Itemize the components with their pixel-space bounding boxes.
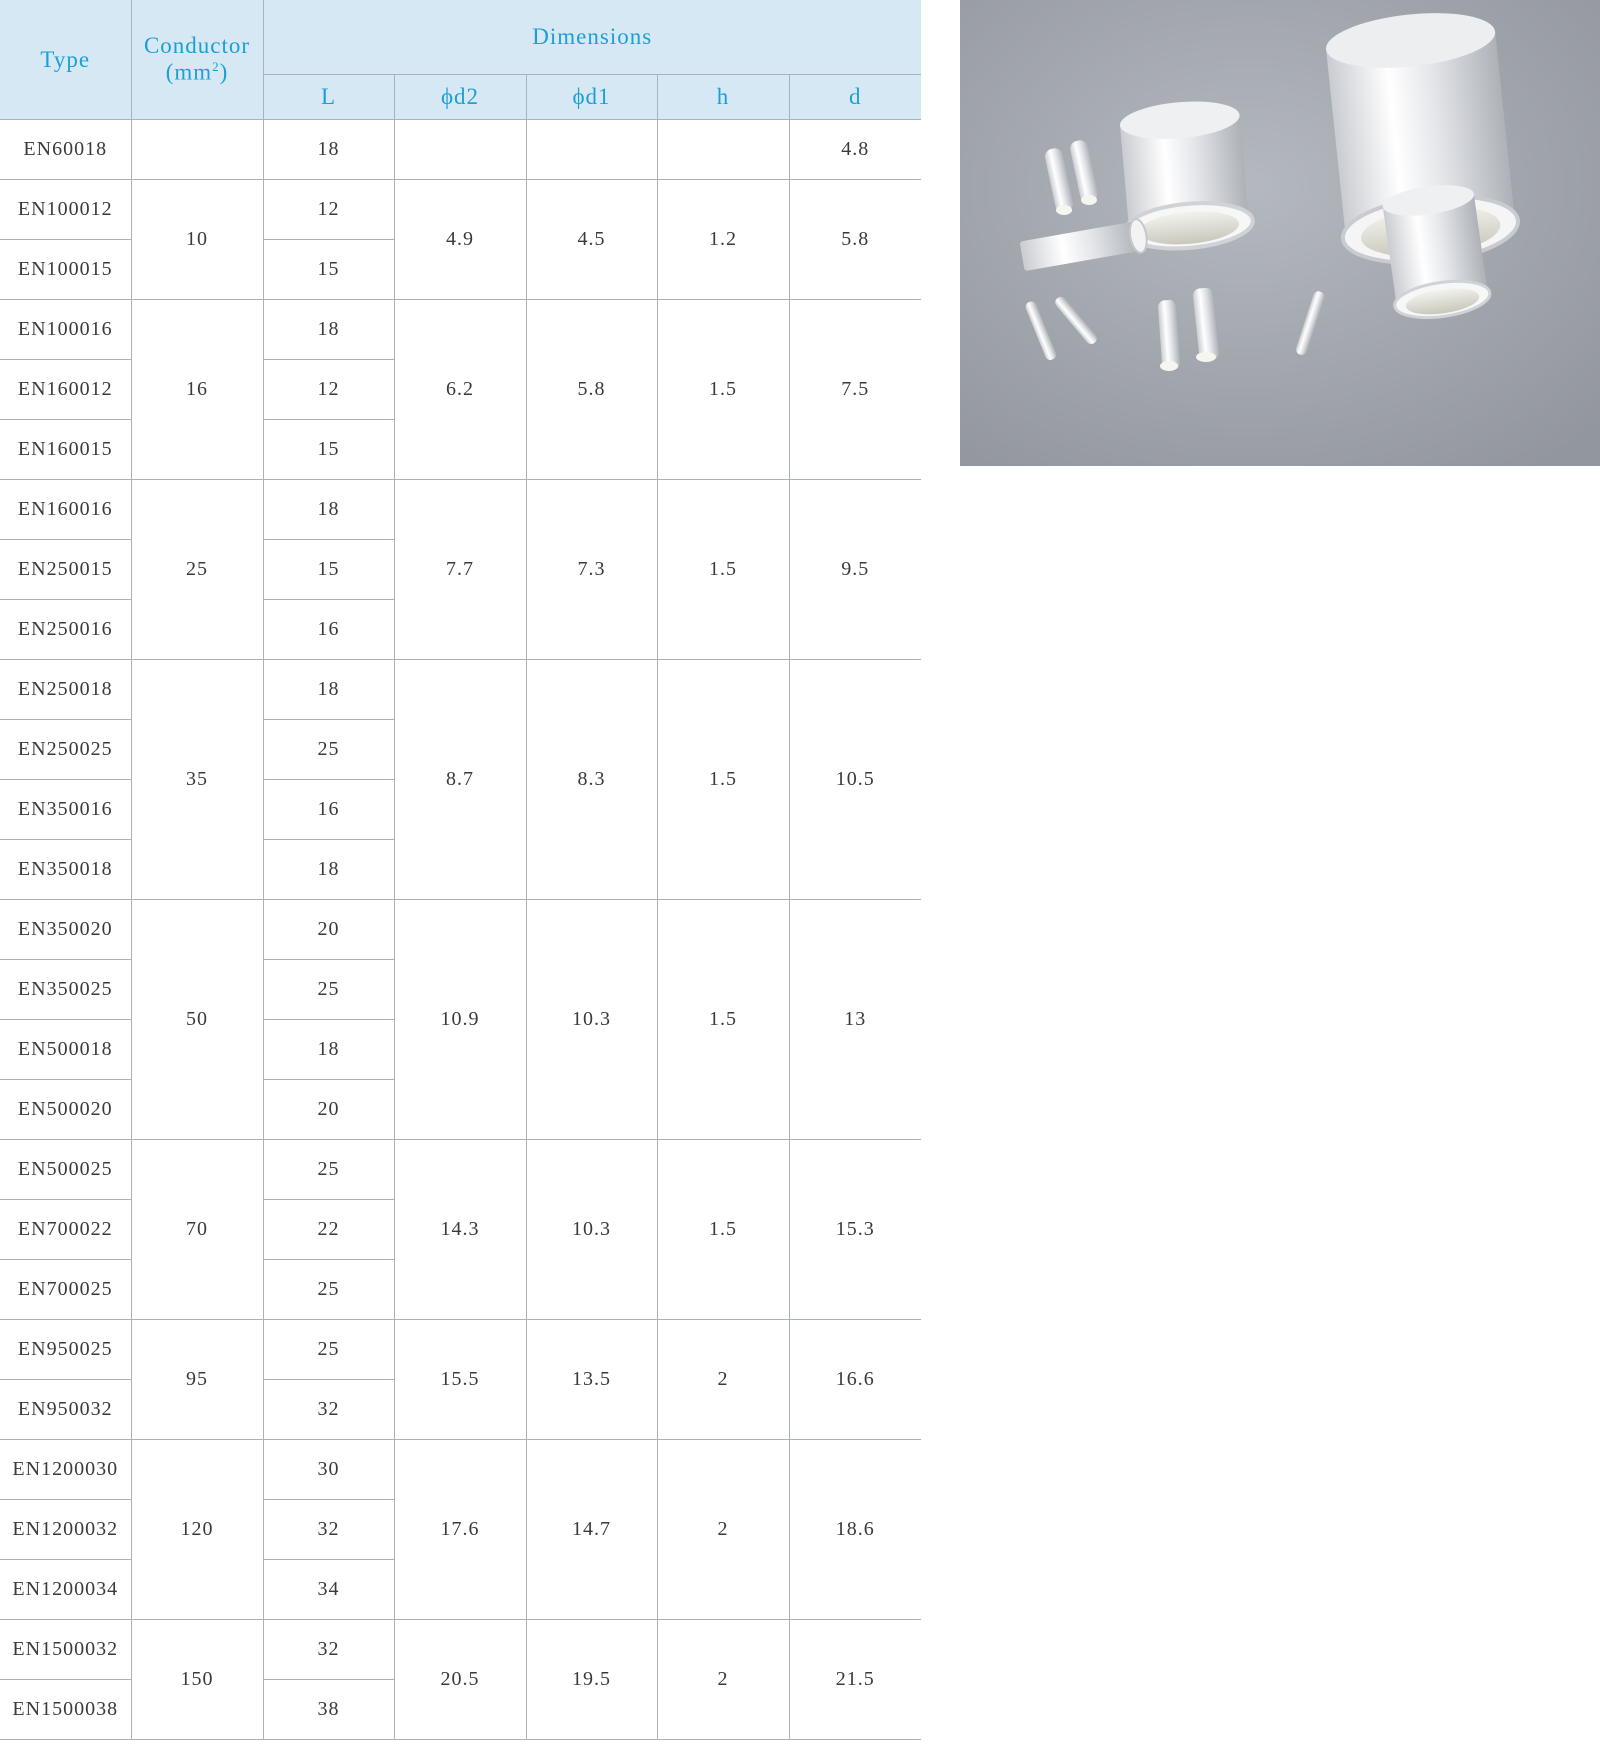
d1-cell: 5.8 [526, 300, 657, 480]
h-cell: 1.2 [657, 180, 789, 300]
type-cell: EN950032 [0, 1380, 131, 1440]
col-header-L: L [263, 75, 394, 120]
d2-cell: 20.5 [394, 1620, 526, 1740]
type-cell: EN100012 [0, 180, 131, 240]
d-cell: 13 [789, 900, 921, 1140]
length-cell: 18 [263, 480, 394, 540]
type-cell: EN250015 [0, 540, 131, 600]
h-cell: 1.5 [657, 660, 789, 900]
length-cell: 20 [263, 1080, 394, 1140]
length-cell: 30 [263, 1440, 394, 1500]
conductor-cell: 120 [131, 1440, 263, 1620]
length-cell: 32 [263, 1500, 394, 1560]
d2-cell: 14.3 [394, 1140, 526, 1320]
type-cell: EN500020 [0, 1080, 131, 1140]
d-cell: 18.6 [789, 1440, 921, 1620]
h-cell: 1.5 [657, 480, 789, 660]
table-row [0, 1440, 921, 1500]
conductor-header: Conductor $(mm^2)$ [131, 0, 263, 120]
length-cell: 15 [263, 420, 394, 480]
table-body [0, 120, 921, 1740]
length-cell: 25 [263, 960, 394, 1020]
length-cell: 25 [263, 1320, 394, 1380]
length-cell: 38 [263, 1680, 394, 1740]
h-cell: 2 [657, 1620, 789, 1740]
conductor-cell: 70 [131, 1140, 263, 1320]
d-cell: 15.3 [789, 1140, 921, 1320]
length-cell: 12 [263, 180, 394, 240]
conductor-cell: 150 [131, 1620, 263, 1740]
type-cell: EN1200032 [0, 1500, 131, 1560]
table-row [0, 1320, 921, 1380]
d2-cell: 6.2 [394, 300, 526, 480]
table-row [0, 660, 921, 720]
h-cell: 2 [657, 1440, 789, 1620]
ferrules-illustration [960, 0, 1600, 466]
table-row [0, 120, 921, 180]
length-cell: 32 [263, 1620, 394, 1680]
type-cell: EN350018 [0, 840, 131, 900]
col-header-d: d [789, 75, 921, 120]
length-cell: 18 [263, 1020, 394, 1080]
d1-cell: 14.7 [526, 1440, 657, 1620]
table-row [0, 480, 921, 540]
d-cell: 7.5 [789, 300, 921, 480]
length-cell: 18 [263, 840, 394, 900]
conductor-cell: 50 [131, 900, 263, 1140]
col-header-h: h [657, 75, 789, 120]
type-cell: EN160012 [0, 360, 131, 420]
conductor-cell: 16 [131, 300, 263, 480]
d1-cell: 10.3 [526, 1140, 657, 1320]
table-row [0, 1620, 921, 1680]
d1-cell: 13.5 [526, 1320, 657, 1440]
type-cell: EN160016 [0, 480, 131, 540]
d-cell: 9.5 [789, 480, 921, 660]
d-cell: 21.5 [789, 1620, 921, 1740]
table-row [0, 180, 921, 240]
length-cell: 25 [263, 720, 394, 780]
length-cell: 18 [263, 300, 394, 360]
type-cell: EN350020 [0, 900, 131, 960]
d1-cell [526, 120, 657, 180]
length-cell: 34 [263, 1560, 394, 1620]
d-cell: 16.6 [789, 1320, 921, 1440]
d1-cell: 7.3 [526, 480, 657, 660]
type-cell: EN350016 [0, 780, 131, 840]
length-cell: 12 [263, 360, 394, 420]
conductor-cell: 10 [131, 180, 263, 300]
h-cell: 2 [657, 1320, 789, 1440]
length-cell: 32 [263, 1380, 394, 1440]
h-cell: 1.5 [657, 300, 789, 480]
type-cell: EN700022 [0, 1200, 131, 1260]
type-cell: EN350025 [0, 960, 131, 1020]
type-cell: EN1500038 [0, 1680, 131, 1740]
type-cell: EN250016 [0, 600, 131, 660]
length-cell: 18 [263, 660, 394, 720]
d-cell: 10.5 [789, 660, 921, 900]
type-cell: EN100015 [0, 240, 131, 300]
dimensions-header: Dimensions [263, 0, 921, 75]
type-cell: EN950025 [0, 1320, 131, 1380]
type-cell: EN500018 [0, 1020, 131, 1080]
type-cell: EN160015 [0, 420, 131, 480]
length-cell: 22 [263, 1200, 394, 1260]
conductor-cell: 35 [131, 660, 263, 900]
d1-cell: 8.3 [526, 660, 657, 900]
length-cell: 16 [263, 600, 394, 660]
type-cell: EN1200034 [0, 1560, 131, 1620]
d2-cell: 7.7 [394, 480, 526, 660]
table-row [0, 300, 921, 360]
length-cell: 18 [263, 120, 394, 180]
col-header-d1: ϕd1 [526, 75, 657, 120]
h-cell: 1.5 [657, 1140, 789, 1320]
type-cell: EN1500032 [0, 1620, 131, 1680]
d1-cell: 10.3 [526, 900, 657, 1140]
d-cell: 4.8 [789, 120, 921, 180]
type-cell: EN700025 [0, 1260, 131, 1320]
d1-cell: 4.5 [526, 180, 657, 300]
d2-cell [394, 120, 526, 180]
product-photo [960, 0, 1600, 466]
type-cell: EN60018 [0, 120, 131, 180]
length-cell: 25 [263, 1140, 394, 1200]
length-cell: 15 [263, 240, 394, 300]
d2-cell: 8.7 [394, 660, 526, 900]
type-cell: EN250018 [0, 660, 131, 720]
d2-cell: 4.9 [394, 180, 526, 300]
h-cell: 1.5 [657, 900, 789, 1140]
table-row [0, 1140, 921, 1200]
length-cell: 20 [263, 900, 394, 960]
conductor-cell: 25 [131, 480, 263, 660]
type-cell: EN250025 [0, 720, 131, 780]
conductor-cell [131, 120, 263, 180]
d1-cell: 19.5 [526, 1620, 657, 1740]
d2-cell: 10.9 [394, 900, 526, 1140]
length-cell: 25 [263, 1260, 394, 1320]
conductor-cell: 95 [131, 1320, 263, 1440]
type-cell: EN500025 [0, 1140, 131, 1200]
d-cell: 5.8 [789, 180, 921, 300]
type-header: Type [0, 0, 131, 120]
d2-cell: 15.5 [394, 1320, 526, 1440]
d2-cell: 17.6 [394, 1440, 526, 1620]
type-cell: EN1200030 [0, 1440, 131, 1500]
header-row-main [0, 0, 921, 75]
h-cell [657, 120, 789, 180]
length-cell: 15 [263, 540, 394, 600]
table-row [0, 900, 921, 960]
type-cell: EN100016 [0, 300, 131, 360]
col-header-d2: ϕd2 [394, 75, 526, 120]
length-cell: 16 [263, 780, 394, 840]
